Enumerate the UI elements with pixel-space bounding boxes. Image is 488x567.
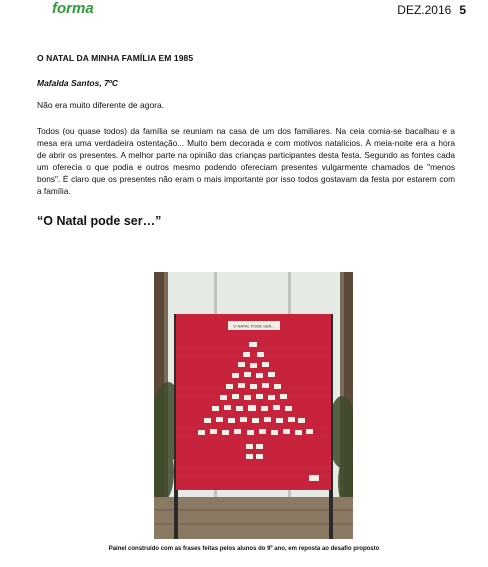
publication-logo: forma	[52, 0, 94, 17]
board-label: O NATAL PODE SER...	[233, 323, 275, 329]
article-title: O NATAL DA MINHA FAMÍLIA EM 1985	[37, 53, 194, 63]
photo-caption: Painel construído com as frases feitas pelos alunos do 9º ano, em reposta ao desafio proposto	[108, 546, 380, 552]
page-header	[397, 3, 466, 17]
article-author: Mafalda Santos, 7ºC	[37, 78, 119, 88]
photo-panel	[154, 272, 353, 539]
section-heading: “O Natal pode ser…”	[37, 214, 162, 228]
article-paragraph-2: Todos (ou quase todos) da família se reuniam na casa de um dos familiares. Na ceia comia-se bacalhau e a mesa era uma verdadeira ostentação... Muito bem decorada e com motivos natalícios. À meia-noite era a hora de abrir os presentes. A melhor parte na opinião das crianças participantes desta festa. Segundo as fontes cada um oferecia o que podia e outros mesmo podendo ofereciam presentes vulgarmente chamados de "menos bons". É claro que os presentes não eram o mais importante por isso todos gostavam da festa por estarem com a família.	[37, 126, 455, 196]
issue-date: DEZ.2016	[397, 3, 452, 17]
page-number: 5	[459, 3, 466, 17]
photo-illustration	[154, 272, 353, 539]
article-paragraph-1: Não era muito diferente de agora.	[37, 100, 165, 110]
